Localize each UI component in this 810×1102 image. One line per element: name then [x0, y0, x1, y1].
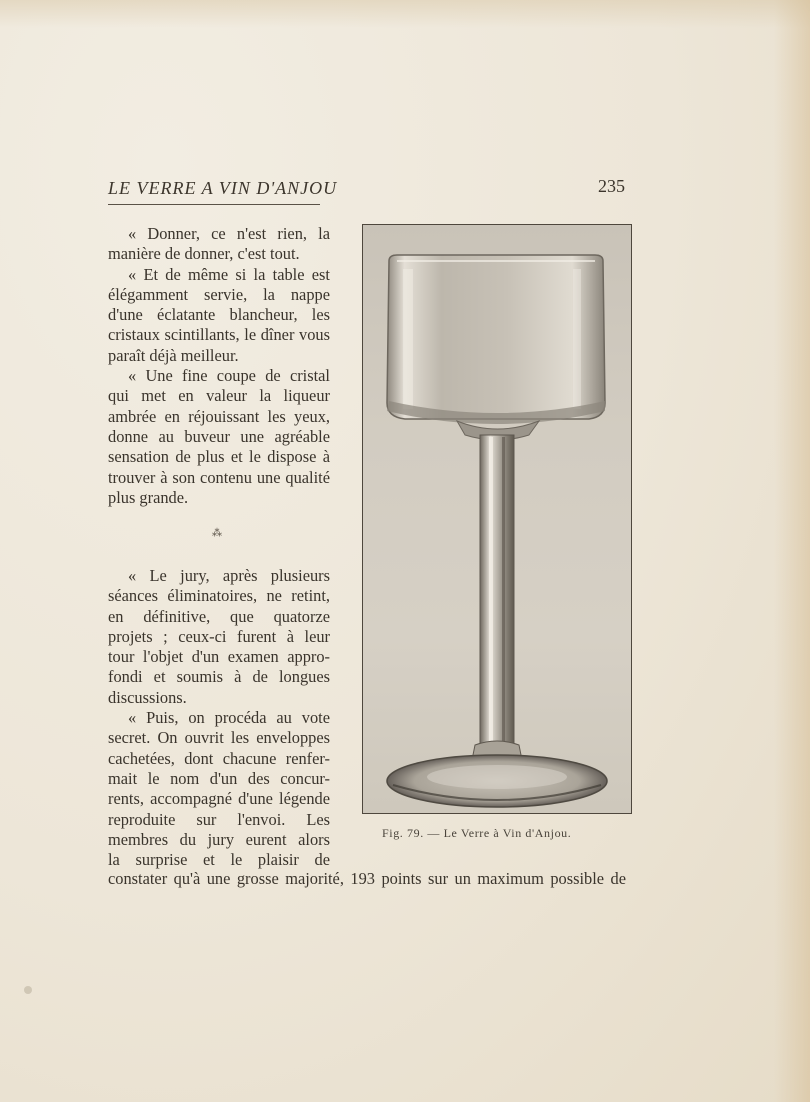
wine-glass-illustration [363, 225, 631, 813]
text-line: manière de donner, c'est tout. [108, 244, 300, 264]
text-line: « Et de même si la table est [128, 264, 330, 284]
text-line: la surprise et le plaisir de [108, 850, 330, 870]
text-line: ambrée en réjouissant les yeux, [108, 406, 330, 426]
text-line: qui met en valeur la liqueur [108, 386, 330, 406]
text-line: « Le jury, après plusieurs [128, 566, 330, 585]
text-line-full-width: constater qu'à une grosse majorité, 193 points sur un maximum possible de [108, 869, 626, 888]
text-line: d'une éclatante blancheur, les [108, 305, 330, 325]
text-column-bottom [108, 566, 330, 870]
page-edge-shadow [0, 0, 810, 28]
text-line: projets ; ceux-ci furent à leur [108, 626, 330, 646]
text-column-top [108, 224, 330, 508]
page-edge-stain [774, 0, 810, 1102]
text-line: élégamment servie, la nappe [108, 284, 330, 304]
asterism-separator: ⁂ [212, 528, 222, 539]
page-number: 235 [598, 176, 625, 196]
text-line: plus grande. [108, 487, 189, 507]
text-line: séances éliminatoires, ne retint, [108, 586, 330, 606]
text-line: rents, accompagné d'une légende [108, 789, 330, 809]
paper-spot [24, 986, 32, 994]
text-line: sensation de plus et le dispose à [108, 447, 330, 467]
text-line: fondi et soumis à de longues [108, 667, 330, 687]
text-line: mait le nom d'un des concur- [108, 768, 330, 788]
text-line: « Donner, ce n'est rien, la [128, 224, 330, 243]
text-line: cachetées, dont chacune renfer- [108, 748, 330, 768]
running-head: LE VERRE A VIN D'ANJOU [108, 178, 338, 198]
text-line: « Une fine coupe de cristal [128, 366, 330, 386]
text-line: tour l'objet d'un examen appro- [108, 647, 330, 667]
text-line: secret. On ouvrit les enveloppes [108, 728, 330, 748]
text-line: cristaux scintillants, le dîner vous [108, 325, 330, 345]
text-line: « Puis, on procéda au vote [128, 708, 330, 728]
figure-plate [362, 224, 632, 814]
text-line: membres du jury eurent alors [108, 829, 330, 849]
text-line: discussions. [108, 687, 187, 707]
running-head-rule [108, 204, 320, 205]
figure-caption: Fig. 79. — Le Verre à Vin d'Anjou. [382, 826, 572, 840]
text-line: trouver à son contenu une qualité [108, 467, 330, 487]
text-line: paraît déjà meilleur. [108, 345, 239, 365]
text-line: en définitive, que quatorze [108, 606, 330, 626]
text-line: donne au buveur une agréable [108, 426, 330, 446]
text-line: reproduite sur l'envoi. Les [108, 809, 330, 829]
